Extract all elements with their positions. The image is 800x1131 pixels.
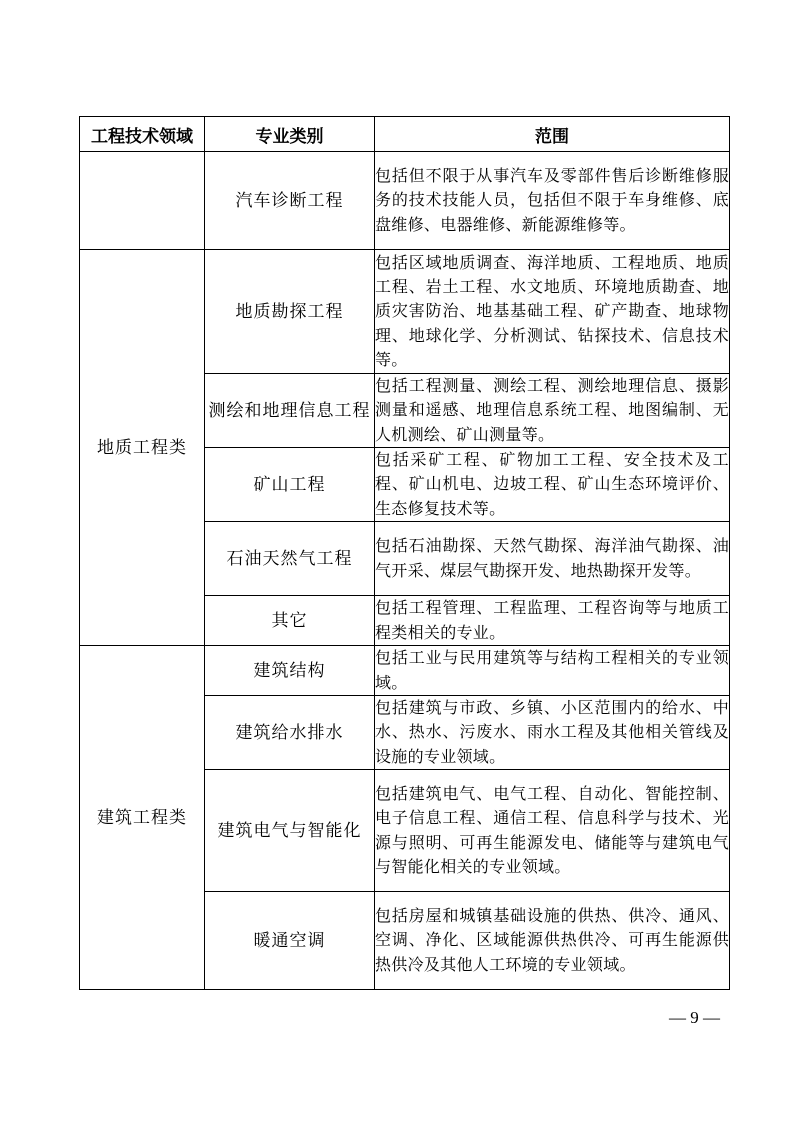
field-cell (80, 152, 205, 250)
header-scope: 范围 (375, 117, 730, 152)
page-number: — 9 — (669, 1008, 720, 1027)
scope-cell: 包括建筑电气、电气工程、自动化、智能控制、电子信息工程、通信工程、信息科学与技术、光源与照明、可再生能源发电、储能等与建筑电气与智能化相关的专业领域。 (375, 770, 730, 892)
category-cell: 矿山工程 (205, 448, 375, 522)
category-cell: 建筑结构 (205, 646, 375, 696)
table-row (80, 646, 730, 696)
category-cell: 其它 (205, 596, 375, 646)
category-cell: 暖通空调 (205, 892, 375, 990)
table-row (80, 152, 730, 250)
field-cell: 建筑工程类 (80, 646, 205, 990)
header-field: 工程技术领域 (80, 117, 205, 152)
header-category: 专业类别 (205, 117, 375, 152)
scope-cell: 包括工程管理、工程监理、工程咨询等与地质工程类相关的专业。 (375, 596, 730, 646)
scope-cell: 包括房屋和城镇基础设施的供热、供冷、通风、空调、净化、区域能源供热供冷、可再生能源供热供冷及其他人工环境的专业领域。 (375, 892, 730, 990)
scope-cell: 包括工程测量、测绘工程、测绘地理信息、摄影测量和遥感、地理信息系统工程、地图编制、无人机测绘、矿山测量等。 (375, 374, 730, 448)
table-header-row (80, 117, 730, 152)
field-cell: 地质工程类 (80, 250, 205, 646)
category-cell: 建筑给水排水 (205, 696, 375, 770)
category-cell: 地质勘探工程 (205, 250, 375, 374)
category-cell: 测绘和地理信息工程 (205, 374, 375, 448)
category-cell: 石油天然气工程 (205, 522, 375, 596)
scope-table (79, 116, 730, 990)
category-cell: 建筑电气与智能化 (205, 770, 375, 892)
scope-cell: 包括采矿工程、矿物加工工程、安全技术及工程、矿山机电、边坡工程、矿山生态环境评价、生态修复技术等。 (375, 448, 730, 522)
scope-cell: 包括但不限于从事汽车及零部件售后诊断维修服务的技术技能人员，包括但不限于车身维修、底盘维修、电器维修、新能源维修等。 (375, 152, 730, 250)
scope-cell: 包括工业与民用建筑等与结构工程相关的专业领域。 (375, 646, 730, 696)
scope-cell: 包括建筑与市政、乡镇、小区范围内的给水、中水、热水、污废水、雨水工程及其他相关管线及设施的专业领域。 (375, 696, 730, 770)
table-row (80, 250, 730, 374)
category-cell: 汽车诊断工程 (205, 152, 375, 250)
scope-cell: 包括石油勘探、天然气勘探、海洋油气勘探、油气开采、煤层气勘探开发、地热勘探开发等。 (375, 522, 730, 596)
scope-cell: 包括区域地质调查、海洋地质、工程地质、地质工程、岩土工程、水文地质、环境地质勘查、地质灾害防治、地基基础工程、矿产勘查、地球物理、地球化学、分析测试、钻探技术、信息技术等。 (375, 250, 730, 374)
